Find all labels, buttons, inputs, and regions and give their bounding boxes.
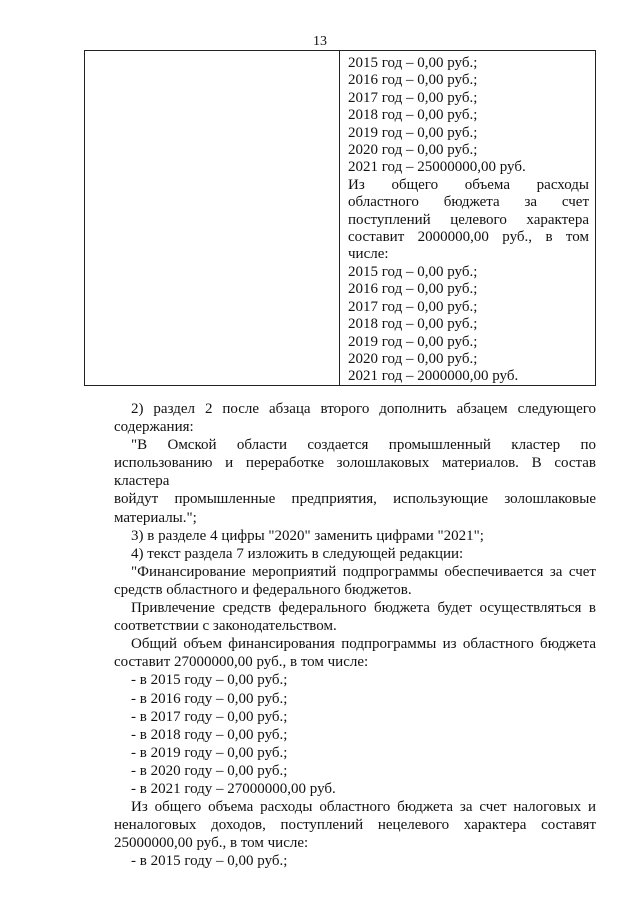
- list-item: - в 2021 году – 27000000,00 руб.: [131, 780, 336, 797]
- table-right-cell: [340, 51, 595, 385]
- list-item: - в 2020 году – 0,00 руб.;: [131, 762, 288, 779]
- list-item: - в 2015 году – 0,00 руб.;: [131, 672, 288, 689]
- table-line: числе:: [348, 246, 389, 263]
- text-line: соответствии с законодательством.: [114, 618, 337, 635]
- table-line: 2021 год – 2000000,00 руб.: [348, 368, 519, 385]
- body-text: [114, 400, 596, 870]
- text-line: Из общего объема расходы областного бюджета за счет налоговых и: [131, 799, 596, 816]
- list-item: - в 2016 году – 0,00 руб.;: [131, 690, 288, 707]
- table-line: 2021 год – 25000000,00 руб.: [348, 159, 526, 176]
- page-number: 13: [313, 34, 327, 49]
- table-line: 2020 год – 0,00 руб.;: [348, 142, 478, 159]
- table-line: 2017 год – 0,00 руб.;: [348, 298, 478, 315]
- text-line: материалы.";: [114, 509, 197, 526]
- table-line: поступлений целевого характера: [348, 211, 589, 228]
- text-line: содержания:: [114, 419, 194, 436]
- text-line: использованию и переработке золошлаковых материалов. В состав кластера: [114, 455, 596, 490]
- text-line: 4) текст раздела 7 изложить в следующей редакции:: [131, 545, 464, 562]
- funding-table: [84, 50, 596, 386]
- text-line: "В Омской области создается промышленный кластер по: [131, 437, 596, 454]
- text-line: 25000000,00 руб., в том числе:: [114, 835, 309, 852]
- table-line: 2016 год – 0,00 руб.;: [348, 72, 478, 89]
- table-line: 2017 год – 0,00 руб.;: [348, 89, 478, 106]
- table-line: 2018 год – 0,00 руб.;: [348, 107, 478, 124]
- table-line: 2015 год – 0,00 руб.;: [348, 55, 478, 71]
- text-line: составит 27000000,00 руб., в том числе:: [114, 654, 369, 671]
- text-line: "Финансирование мероприятий подпрограммы обеспечивается за счет: [131, 563, 596, 580]
- table-line: 2015 год – 0,00 руб.;: [348, 263, 478, 280]
- table-line: 2019 год – 0,00 руб.;: [348, 124, 478, 141]
- table-line: Из общего объема расходы: [348, 176, 589, 193]
- text-line: Привлечение средств федерального бюджета будет осуществляться в: [131, 600, 596, 617]
- table-line: составит 2000000,00 руб., в том: [348, 229, 589, 246]
- text-line: Общий объем финансирования подпрограммы из областного бюджета: [131, 636, 596, 653]
- table-line: 2020 год – 0,00 руб.;: [348, 350, 478, 367]
- text-line: 2) раздел 2 после абзаца второго дополнить абзацем следующего: [131, 401, 596, 417]
- list-item: - в 2017 году – 0,00 руб.;: [131, 708, 288, 725]
- table-line: 2016 год – 0,00 руб.;: [348, 281, 478, 298]
- table-line: областного бюджета за счет: [348, 194, 589, 211]
- text-line: средств областного и федерального бюджетов.: [114, 581, 412, 598]
- table-left-cell: [85, 51, 340, 385]
- text-line: неналоговых доходов, поступлений нецелевого характера составят: [114, 817, 596, 834]
- list-item: - в 2019 году – 0,00 руб.;: [131, 744, 288, 761]
- table-line: 2019 год – 0,00 руб.;: [348, 333, 478, 350]
- list-item: - в 2015 году – 0,00 руб.;: [131, 853, 288, 870]
- text-line: 3) в разделе 4 цифры "2020" заменить цифрами "2021";: [131, 527, 484, 544]
- table-line: 2018 год – 0,00 руб.;: [348, 316, 478, 333]
- list-item: - в 2018 году – 0,00 руб.;: [131, 726, 288, 743]
- text-line: войдут промышленные предприятия, использующие золошлаковые: [114, 491, 596, 508]
